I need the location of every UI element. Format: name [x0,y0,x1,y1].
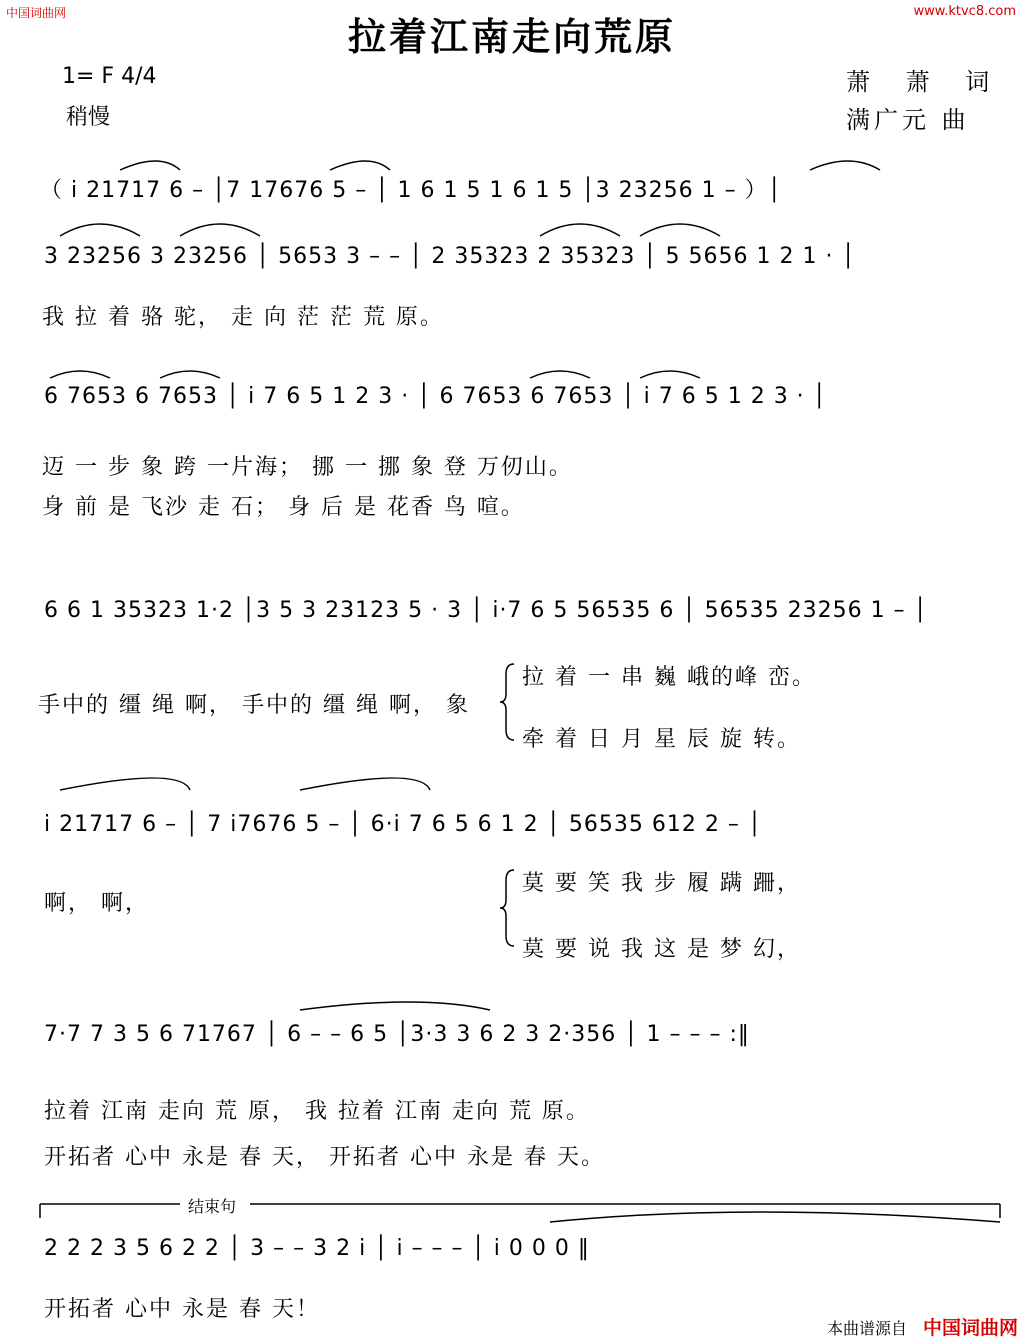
slur-mark [530,371,590,378]
slur-mark [640,371,700,378]
tempo-marking: 稍慢 [66,105,111,130]
ending-section-label: 结束句 [188,1197,237,1216]
notation-line-4: 6 6 1 35323 1·2 │3 5 3 23123 5 · 3 │ i·7 6 5 56535 6 │ 56535 23256 1 – │ [44,598,928,623]
lyric-line: 啊， 啊， [44,891,149,916]
notation-line-7: 2 2 2 3 5 6 2 2 │ 3 – – 3 2 i │ i – – – │ i 0 0 0 ‖ [44,1236,590,1261]
slur-mark [330,161,390,170]
lyric-line: 莫 要 说 我 这 是 梦 幻， [522,937,801,962]
lyric-line: 拉着 江南 走向 荒 原， 我 拉着 江南 走向 荒 原。 [44,1099,590,1124]
slur-mark [180,224,260,236]
key-signature: 1= F 4/4 [62,64,157,89]
slur-mark [640,224,720,236]
lyric-line: 身 前 是 飞沙 走 石； 身 后 是 花香 鸟 喧。 [42,495,525,520]
lyric-line: 迈 一 步 象 跨 一片海； 挪 一 挪 象 登 万仞山。 [42,455,573,480]
slur-mark [50,371,110,378]
lyric-bracket [500,870,514,946]
lyric-line: 开拓者 心中 永是 春 天！ [44,1297,320,1322]
slur-mark [60,224,140,236]
notation-line-1: （ i 21717 6 – │7 17676 5 – │ 1 6 1 5 1 6 1 5 │3 23256 1 – ）│ [40,178,782,203]
lyric-line: 莫 要 笑 我 步 履 蹒 跚， [522,871,801,896]
notation-line-5: i 21717 6 – │ 7 i7676 5 – │ 6·i 7 6 5 6 1 2 │ 56535 612 2 – │ [44,812,763,837]
lyric-line: 牵 着 日 月 星 辰 旋 转。 [522,727,801,752]
lyric-line: 手中的 缰 绳 啊， 手中的 缰 绳 啊， 象 [38,693,470,718]
notation-line-2: 3 23256 3 23256 │ 5653 3 – – │ 2 35323 2 35323 │ 5 5656 1 2 1 · │ [44,244,856,269]
lyricist-credit: 萧 萧 词 [846,68,1004,96]
slur-mark [300,1002,490,1010]
source-label: 本曲谱源自 [826,1319,907,1338]
slur-mark [60,778,190,790]
lyric-line: 我 拉 着 骆 驼， 走 向 茫 茫 荒 原。 [42,305,444,330]
watermark-site-name: 中国词曲网 [6,6,67,20]
lyric-line: 开拓者 心中 永是 春 天， 开拓者 心中 永是 春 天。 [44,1145,605,1170]
slur-mark [810,161,880,170]
slur-mark [160,371,220,378]
watermark-url: www.ktvc8.com [913,4,1016,19]
score-title: 拉着江南走向荒原 [347,14,676,59]
lyric-line: 拉 着 一 串 巍 峨的峰 峦。 [522,665,816,690]
slur-mark [550,1212,1000,1222]
slur-mark [540,224,620,236]
lyric-bracket [500,664,514,740]
source-brand: 中国词曲网 [922,1317,1018,1339]
slur-mark [300,778,430,790]
composer-credit: 满广元 曲 [846,106,970,134]
notation-line-6: 7·7 7 3 5 6 71767 │ 6 – – 6 5 │3·3 3 6 2 3 2·356 │ 1 – – – :‖ [44,1022,750,1047]
notation-line-3: 6 7653 6 7653 │ i 7 6 5 1 2 3 · │ 6 7653 6 7653 │ i 7 6 5 1 2 3 · │ [44,384,827,409]
slur-mark [120,161,180,170]
source-footer [827,1313,1018,1340]
